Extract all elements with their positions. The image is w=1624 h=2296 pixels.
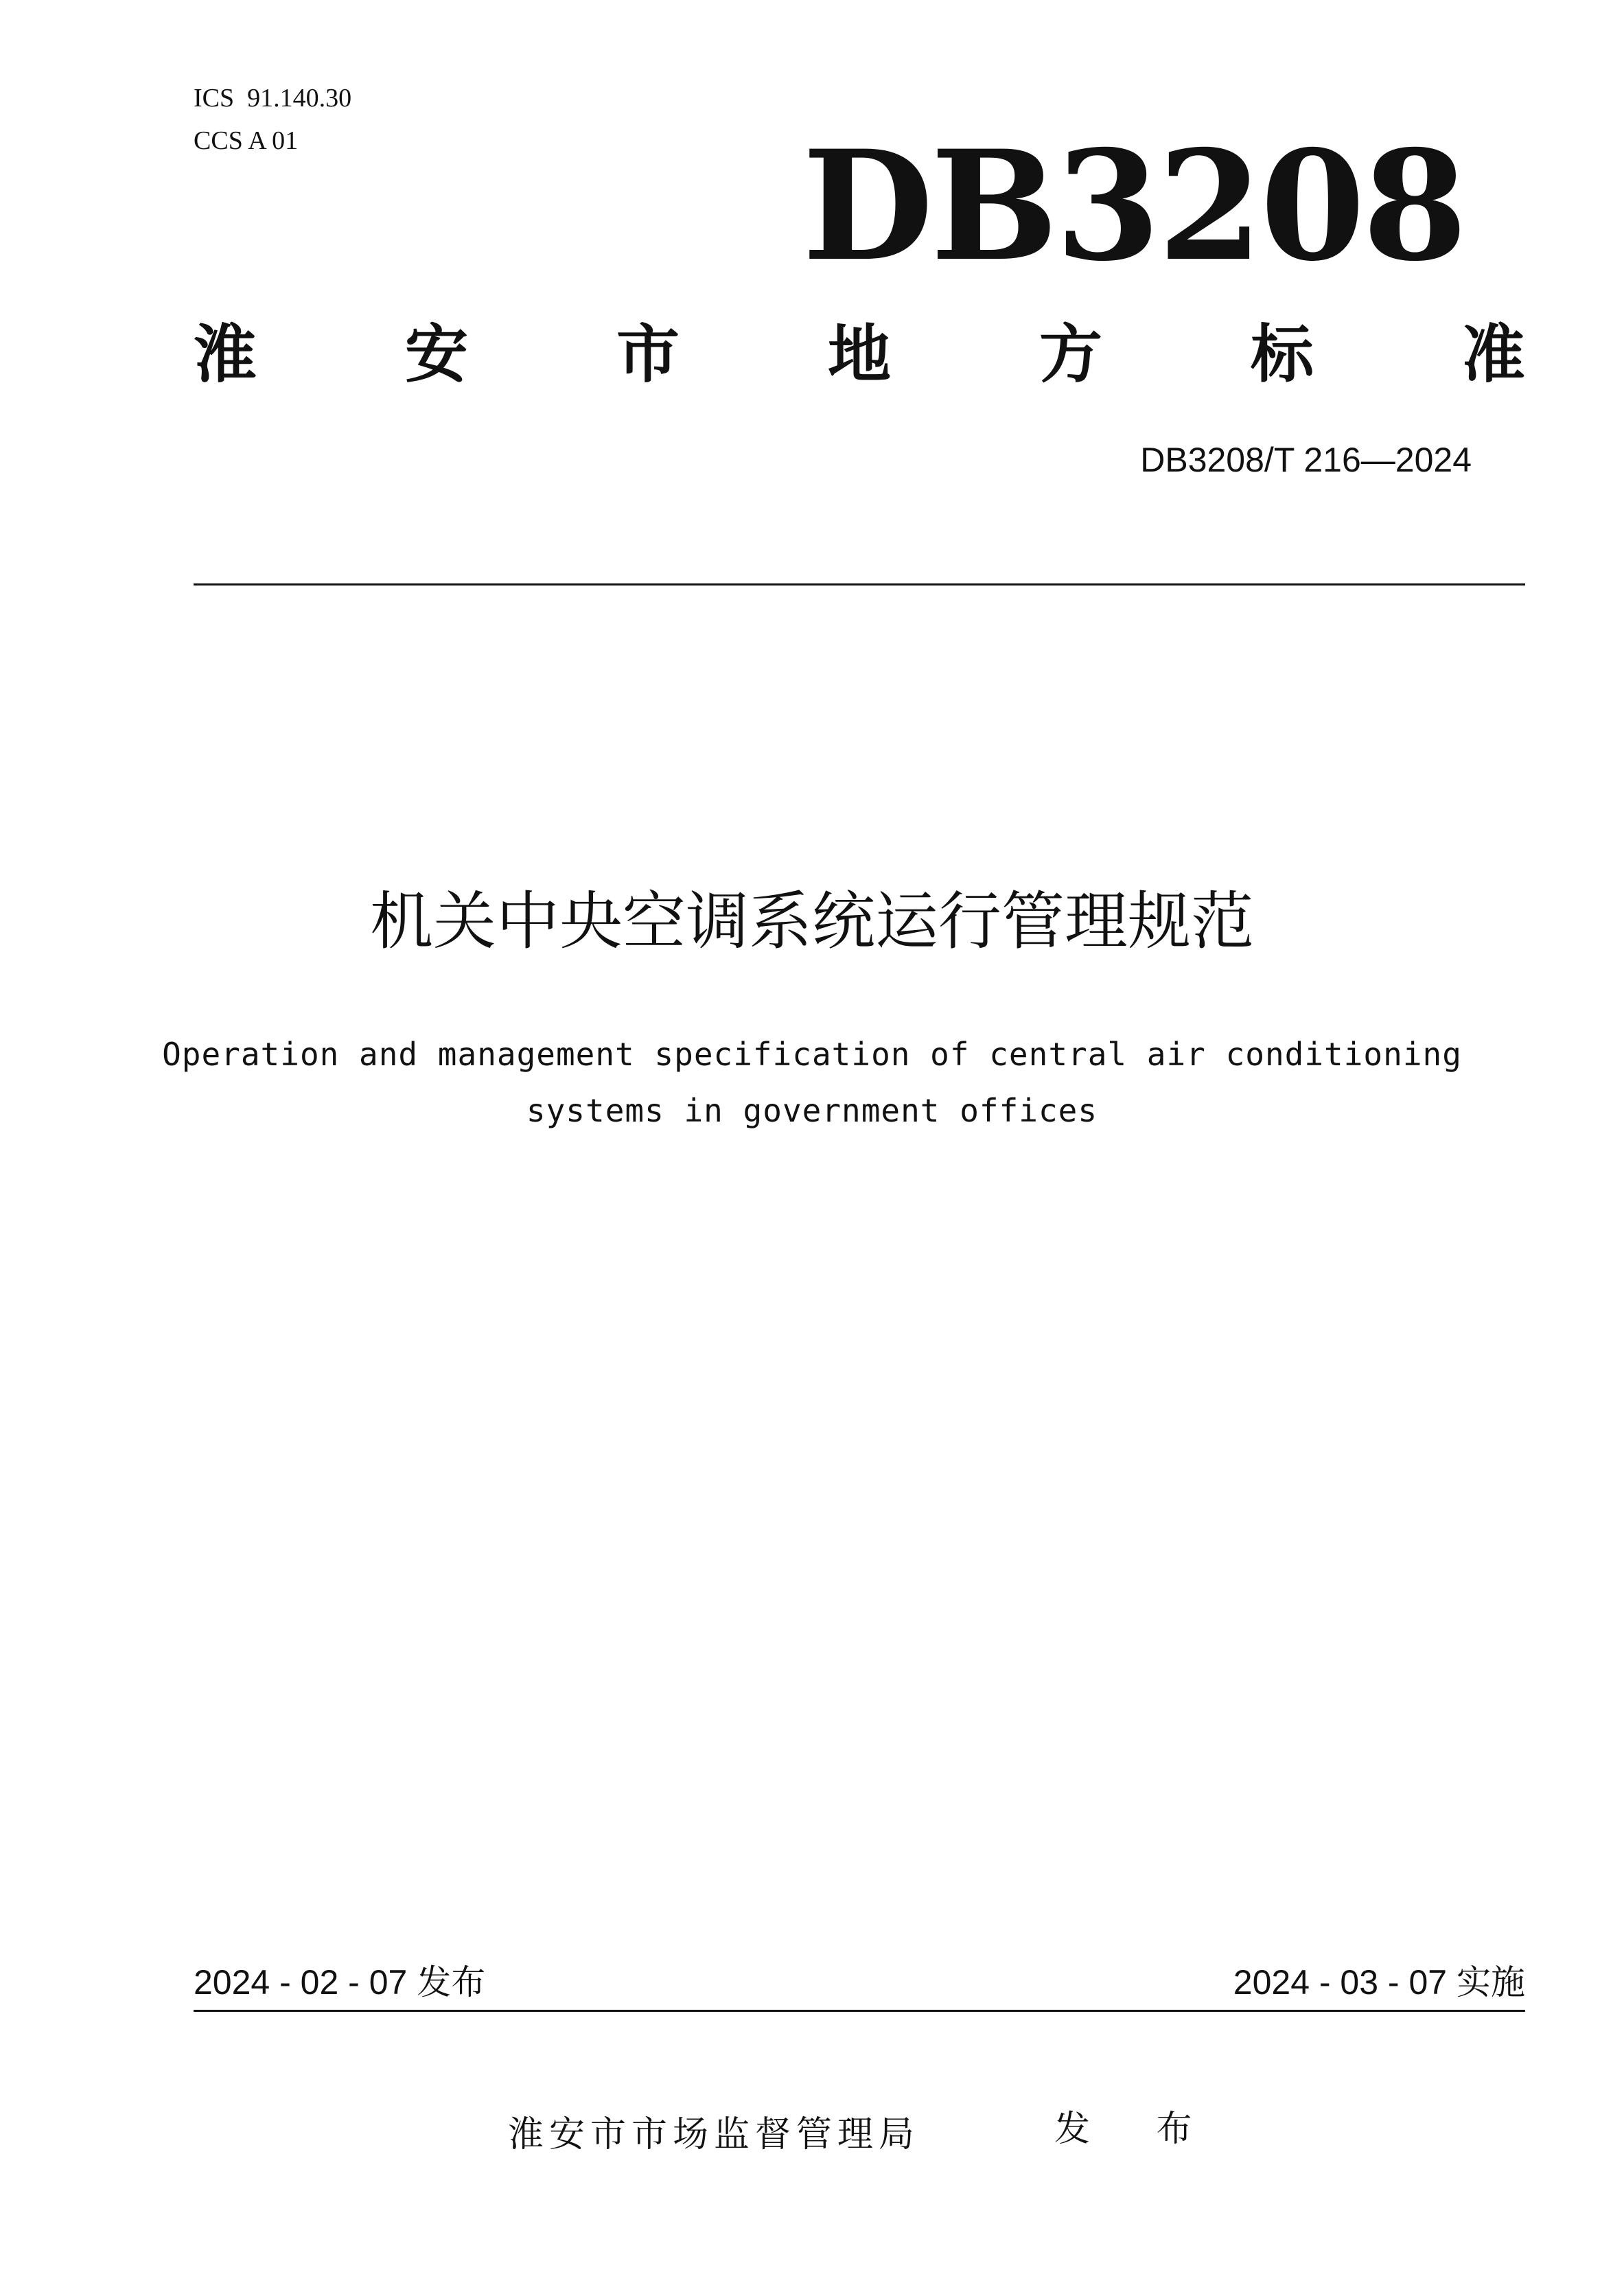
publish-label: 发 布 (1054, 2109, 1220, 2150)
standard-number: DB3208/T 216—2024 (1140, 441, 1472, 479)
ccs-code: CCS A 01 (194, 126, 299, 155)
standard-type-char: 方 (1039, 318, 1102, 391)
implementation-date: 2024 - 03 - 07 实施 (1233, 1963, 1525, 2002)
bottom-divider (194, 2010, 1525, 2012)
standard-type-char: 市 (616, 318, 680, 391)
document-title-english-line1: Operation and management specification of central air conditioning (162, 1036, 1462, 1073)
release-date: 2024 - 02 - 07 发布 (194, 1963, 486, 2002)
standard-type-char: 地 (827, 318, 891, 391)
document-title-english-line2: systems in government offices (526, 1092, 1098, 1129)
top-divider (194, 583, 1525, 585)
standard-type-char: 标 (1250, 318, 1314, 391)
standard-type-heading (194, 317, 1525, 393)
standard-type-char: 准 (1461, 318, 1525, 391)
standard-type-char: 淮 (194, 318, 257, 391)
standard-logo: DB3208 (802, 117, 1465, 294)
ics-code: ICS 91.140.30 (194, 84, 352, 113)
standard-type-char: 安 (404, 318, 468, 391)
publisher-name: 淮安市市场监督管理局 (508, 2114, 920, 2155)
document-title-chinese: 机关中央空调系统运行管理规范 (369, 885, 1254, 958)
